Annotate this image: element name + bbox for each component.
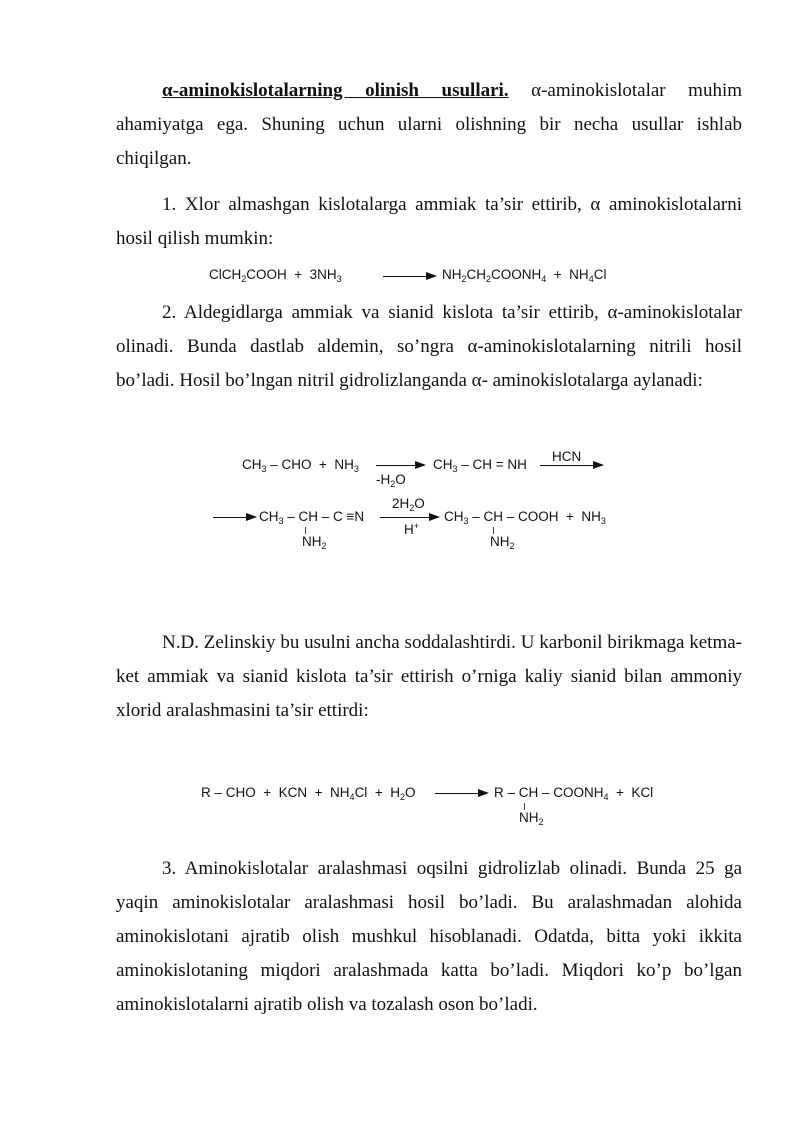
eq1-arrow bbox=[383, 276, 435, 277]
eq2-nitrile-bond bbox=[305, 527, 306, 534]
eq2-final-nh2: $NH_2$ bbox=[490, 534, 515, 551]
eq2-arrow-3 bbox=[213, 517, 255, 518]
eq1-left: ClCH$_2$COOH + $3NH_3$ bbox=[209, 267, 342, 284]
eq2-arrow-4 bbox=[380, 517, 438, 518]
eq3-nh2: $NH_2$ bbox=[519, 810, 544, 827]
eq2-final-bond bbox=[493, 527, 494, 534]
eq3-left: R – CHO + KCN + $NH_4Cl + H_2O$ bbox=[201, 785, 416, 802]
zelinsky-paragraph: N.D. Zelinskiy bu usulni ancha soddalashtirdi. U karbonil birikmaga ketma-ket ammiak va sianid kislota ta’sir ettirish o’rniga kaliy sianid bilan ammoniy xlorid aralashmasini ta’sir ettirdi: bbox=[116, 632, 742, 721]
eq1-right: $NH_2CH_2COONH_4 + NH_4Cl$ bbox=[442, 267, 607, 284]
eq2-final: $CH_3$ – CH – COOH + $NH_3$ bbox=[444, 509, 606, 526]
eq2-arrow-2 bbox=[540, 465, 602, 466]
method1-paragraph: 1. Xlor almashgan kislotalarga ammiak ta’sir ettirib, α aminokislotalarni hosil qilish mumkin: bbox=[116, 194, 742, 249]
method2-paragraph: 2. Aldegidlarga ammiak va sianid kislota ta’sir ettirib, α-aminokislotalar olinadi. Bunda dastlab aldemin, so’ngra α-aminokislotalarning nitrili hosil bo’ladi. Hosil bo’lngan nitril gidrolizlanganda α- aminokislotalarga aylanadi: bbox=[116, 302, 742, 391]
eq2-nitrile: $CH_3$ – CH – C ≡N bbox=[259, 509, 365, 526]
method3-paragraph: 3. Aminokislotalar aralashmasi oqsilni gidrolizlab olinadi. Bunda 25 ga yaqin aminokislotalar aralashmasi hosil bo’ladi. Bu aralashmadan alohida aminokislotani ajratib olish mushkul hisoblanadi. Odatda, bitta yoki ikkita aminokislotaning miqdori aralashmada katta bo’ladi. Miqdori ko’p bo’lgan aminokislotalarni ajratib olish va tozalash oson bo’ladi. bbox=[116, 858, 742, 1015]
eq3-bond bbox=[524, 803, 525, 810]
eq2-nitrile-nh2: $NH_2$ bbox=[302, 534, 327, 551]
eq3-right: R – CH – $COONH_4$ + KCl bbox=[494, 785, 654, 802]
section-title: α-aminokislotalarning olinish usullari. bbox=[162, 80, 509, 101]
eq3-arrow bbox=[435, 793, 487, 794]
eq2-cond-above: HCN bbox=[552, 449, 582, 464]
eq2-cond2-below: H+ bbox=[404, 521, 420, 537]
intro-paragraph bbox=[116, 74, 742, 176]
eq2-cond-below: $-H_2O$ bbox=[376, 472, 406, 489]
intro-text: α-aminokislotalar muhim ahamiyatga ega. Shuning uchun ularni olishning bir necha usullar ishlab chiqilgan. bbox=[116, 80, 742, 169]
eq2-arrow-1 bbox=[376, 465, 424, 466]
eq2-cond2-above: $2H_2O$ bbox=[392, 496, 425, 513]
eq2-reactant: $CH_3$ – CHO + $NH_3$ bbox=[242, 457, 359, 474]
eq2-imine: $CH_3$ – CH = NH bbox=[433, 457, 527, 474]
